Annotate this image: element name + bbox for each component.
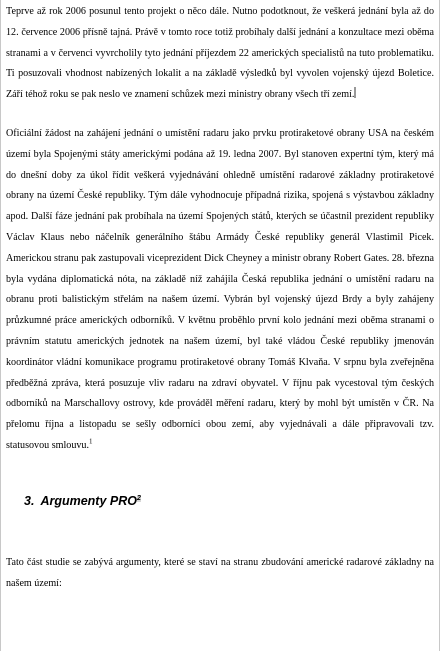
paragraph-history-2006 — [6, 2, 434, 106]
heading-footnote-reference[interactable]: 2 — [136, 494, 141, 502]
section-title: Argumenty PRO — [40, 493, 137, 508]
section-intro-paragraph — [6, 553, 434, 595]
paragraph-text: Oficiální žádost na zahájení jednání o umístění radaru jako prvku protiraketové obrany USA na českém území byla Spojenými státy americkými podána až 19. ledna 2007. Byl stanoven expertní tým, který má do dnešní doby za úkol řídit veškerá vyjednávání ohledně umístění radarové základny protiraketové obrany na území České republiky. Tým dále vyhodnocuje případná rizika, spojená s výstavbou základny apod. Další fáze jednání pak probíhala na území Spojených států, kterých se účastnil prezident republiky Václav Klaus nebo náčelník generálního štábu Armády České republiky generál Vlastimil Picek. Americkou stranu pak zastupovali viceprezident Dick Cheyney a ministr obrany Robert Gates. 28. března byla vydána diplomatická nóta, na základě níž zahájila Česká republika jednání o umístění radaru na obranu proti balistickým střelám na našem území. Vybrán byl vojenský újezd Brdy a byly zahájeny průzkumné práce amerických odborníků. V květnu proběhlo první kolo jednání mezi oběma stranami o právním statutu amerických jednotek na našem území, byl také vládou České republiky jmenován koordinátor vládní komunikace programu protiraketové obrany Tomáš Klvaňa. V srpnu byla zveřejněna předběžná zpráva, která posuzuje vliv radaru na zdraví obyvatel. V říjnu pak vycestoval tým českých odborníků na Marschallovy ostrovy, kde prováděl měření radaru, který by mohl být umístěn v ČR. Na přelomu října a listopadu se sešly odborníci obou zemí, aby vyjednávali a dále připravovali tzv. statusovou smlouvu. — [6, 127, 434, 451]
paragraph-official-request — [6, 124, 434, 457]
paragraph-text: Teprve až rok 2006 posunul tento projekt o něco dále. Nutno podotknout, že veškerá jednání byla až do 12. července 2006 přísně tajná. Právě v tomto roce totiž probíhaly další jednání a konzultace mezi oběma stranami a v červenci vyvrcholily tyto jednání příjezdem 22 amerických specialistů na tuto problematiku. Ti posuzovali vhodnost nabízených lokalit a na základě výsledků byl vyvolen vojenský újezd Boletice. Září téhož roku se pak neslo ve znamení schůzek mezi ministry obrany všech tří zemí. — [6, 6, 434, 101]
section-number: 3. — [24, 493, 35, 508]
paragraph-text: Tato část studie se zabývá argumenty, které se staví na stranu zbudování americké radarové základny na našem území: — [6, 556, 434, 589]
footnote-reference[interactable]: 1 — [89, 437, 93, 446]
section-heading — [24, 491, 434, 511]
text-cursor — [354, 87, 356, 98]
